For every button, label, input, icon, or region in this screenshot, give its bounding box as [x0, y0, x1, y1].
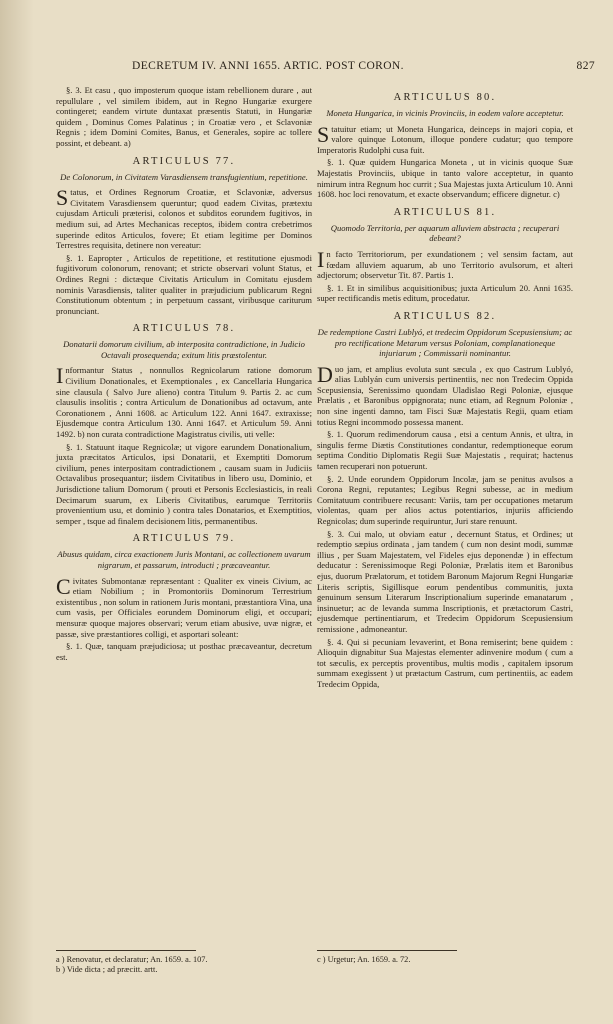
drop-cap: I	[56, 363, 64, 389]
article-78-title: ARTICULUS 78.	[132, 323, 236, 335]
left-column	[56, 85, 312, 664]
article-82-paragraph-2: §. 2. Unde eorundem Oppidorum Incolæ, jam se penitus avulsos a Corona Regni, reputantes; Legibus Regni subesse, ac in medium Comitatuum contribuere recusant: Variis, tam per occupationes metarum violentas, quam per alios actus potentiarios, injuriis afficiendo Regnicolas; dum superinde requiruntur, Juri stare renuunt.	[317, 473, 573, 526]
article-79-title: ARTICULUS 79.	[132, 533, 236, 545]
drop-cap: S	[317, 121, 330, 147]
article-77-title: ARTICULUS 77.	[132, 155, 236, 167]
drop-cap: D	[317, 361, 333, 387]
footnote-rule-right	[317, 950, 457, 951]
article-81-subtitle: Quomodo Territoria, per aquarum alluviem abstracta ; recuperari debeant?	[330, 222, 560, 244]
drop-cap: I	[317, 246, 325, 272]
footnote-rule-left	[56, 950, 196, 951]
article-81-body: In facto Territoriorum, per exundationem ; vel sensim factam, aut fœdam alluviem aquarum, ab uno Territorio avulsorum, et alteri adjectorum; observetur Tit. 87. Partis 1.	[317, 246, 573, 281]
article-82-paragraph-4: §. 4. Qui si pecuniam levaverint, et Bona remiserint; bene quidem : Alioquin dignabitur Sua Majestas elementer adinvenire modum ( cum a tot sæculis, ex perceptis proventibus, multis modis , capitalem ipsorum summam exegissent ) ut prætactum Castrum, cum pertinentiis, ac eadem Tredecim Oppida,	[317, 636, 573, 689]
article-82-title: ARTICULUS 82.	[393, 310, 497, 322]
footnote-c: c ) Urgetur; An. 1659. a. 72.	[317, 955, 411, 964]
article-77-subtitle: De Colonorum, in Civitatem Varasdiensem transfugientium, repetitione.	[60, 171, 308, 182]
article-79-body: Civitates Submontanæ repræsentant : Qualiter ex vineis Civium, ac etiam Nobilium ; in Promontoriis Dominorum Terrestrium existentibus , non solum in rationem Juris montani, præstantiora Vina, una cum vasis, per Officiales eorundem Dominorum eligi, et occupari; mensuræ quoque majores observari; verum etiam abusive, uvæ nigræ, et passæ, sive præstantiores colligi, et asportari soleant:	[56, 573, 312, 639]
article-79-subtitle: Abusus quidam, circa exactionem Juris Montani, ac collectionem uvarum nigrarum, et passarum, introducti ; præcaveantur.	[57, 549, 311, 570]
article-79-paragraph-1: §. 1. Quæ, tanquam præjudiciosa; ut posthac præcaveantur, decretum est.	[56, 641, 312, 662]
article-80-subtitle: Moneta Hungarica, in vicinis Provinciis, in eodem valore acceptetur.	[326, 108, 564, 118]
article-80-title: ARTICULUS 80.	[393, 92, 497, 103]
article-82-paragraph-1: §. 1. Quorum redimendorum causa , etsi a centum Annis, et ultra, in singulis ferme Diætis Constitutiones condantur, redemptioneque eorum septima Conditio Diplomatis Regii Suæ Majestatis , requirat; hactenus tamen recuperari non potuerunt.	[317, 429, 573, 472]
article-80-body: Statuitur etiam; ut Moneta Hungarica, deinceps in majori copia, et valore quinque Lotonum, illoque pondere cudatur; quo tempore Imperatoris Rudolphi cusa fuit.	[317, 121, 573, 155]
page-edge-shadow	[0, 0, 34, 1024]
drop-cap: C	[56, 573, 71, 599]
article-80-paragraph-1: §. 1. Quæ quidem Hungarica Moneta , ut in vicinis quoque Suæ Majestatis Provinciis, ubique in tanto valore acceptetur, in quanto nimirum intra Regnum hoc currit ; Sua Majestas juxta Articulum 10. Anni 1608. hoc loci renovatum, et exacte observandum; efficere dignetur. c)	[317, 157, 573, 200]
article-78-subtitle: Donatarii domorum civilium, ab interposita contradictione, in Judicio Octavali prosequenda; exitum litis præstolentur.	[63, 339, 305, 360]
article-81-title: ARTICULUS 81.	[393, 206, 497, 218]
article-82-body: Duo jam, et amplius evoluta sunt sæcula , ex quo Castrum Lublyó, alias Lublyán cum universis pertinentiis, nec non Tredecim Oppida Scepusiensia, Serenissimo quondam Uladislao Regi Poloniæ, ejusque Prælatis , et Baronibus oppignorata; nunc etiam, ad Regnum Poloniæ , non sine ingenti damno, tam Fisci Suæ Majestatis Regii, quam etiam totius Regni incommodo possessa manent.	[317, 361, 573, 427]
footnotes-right	[317, 955, 573, 965]
article-78-paragraph-1: §. 1. Statuunt itaque Regnicolæ; ut vigore earundem Donationalium, juxta præcitatos Articulos, ipsi Donatarii, et Exemptiti Domorum civilium, penes interpositam contradictionem , causam suam in Judiciis Octavalibus prosequantur; iisdem Civitatibus in libero usu, Dominio, et Jurisdictione talium Domorum ( prouti et Personis Ecclesiasticis, in reali Decimarum suarum, ex Liberis Civitatibus, earumque Territoriis provenientium usu, et dominio ) contra tales Donatarios, et Exemptitios, semper , tsque ad finalem decisionem litis, permanentibus.	[56, 441, 312, 526]
article-82-subtitle: De redemptione Castri Lublyó, et tredecim Oppidorum Scepusiensium; ac pro rectificatione Metarum versus Poloniam, complanationeque injuriarum ; Commissarii nominantur.	[317, 326, 573, 359]
article-77-paragraph-1: §. 1. Eapropter , Articulos de repetitione, et restitutione ejusmodi fugitivorum colonorum, renovant; et stricte observari volunt Status, et Ordines Regni : dictæque Civitatis Articulum in Comitatu ejusdem nominis Varasdiensis, taliter qualiter in præjudicium publicarum Regni Constitutionum obtentum ; in perpetuum cassant, viribusque cariturum pronunciant.	[56, 252, 312, 316]
article-81-paragraph-1: §. 1. Et in similibus acquisitionibus; juxta Articulum 20. Anni 1635. super rectificandis metis editum, procedatur.	[317, 282, 573, 304]
page-number: 827	[576, 60, 595, 72]
right-column	[317, 85, 573, 692]
article-82-paragraph-3: §. 3. Cui malo, ut obviam eatur , decernunt Status, et Ordines; ut redemptio sæpius ordinata , jam tandem ( cum non desint modi, summæ illius , per Suam Majestatem, vel Fideles ejus deponendæ ) in effectum deducatur : Serenissimoque Regi Poloniæ, Prælatis item et Baronibus ejus, duorum Prælatorum, et totidem Baronum Majorum Regni Hungariæ Literis scriptis, Sigillisque eorum pendentibus communitis, juxta genuinum sensum Literarum Inscriptionalium superinde emanatarum , insinuetur; ac de levanda summa Inscriptionis, et prætactorum Castri, ejusdemque pertinentiarum, et Tredecim Oppidorum Scepusiensium remissione , admoneantur.	[317, 528, 573, 634]
paragraph-3-article-76: §. 3. Et casu , quo imposterum quoque istam rebellionem durare , aut repullulare , vel similem ibidem, aut in Regno Hungariæ exurgere contingeret; eandem virtute duntaxat præsentis Statuti, in Hungariæ quidem , Dominus Comes Palatinus ; in Croatiæ vero , et Sclavoniæ Regnis ; idem Domini Comites, Banus, et Generales, sopire ac tollere possint, et debeant. a)	[56, 85, 312, 148]
drop-cap: S	[56, 185, 69, 211]
running-header	[40, 60, 595, 76]
footnote-b: b ) Vide dicta ; ad præcitt. artt.	[56, 965, 158, 975]
footnote-a: a ) Renovatur, et declaratur; An. 1659. a. 107.	[56, 955, 208, 964]
article-77-body: Status, et Ordines Regnorum Croatiæ, et Sclavoniæ, adversus Civitatem Varasdiensem queruntur; quod eadem Civitas, prætextu cujusdam Articuli præterisi, colonos et subditos eorundem fugitivos, in medium sui, ad Artes Mechanicas receptos, ibidem contra crebetrimos superinde editos Articulos, fovere; Et etiam legitime per Dominos Terrestres requisita, detinere non vereatur:	[56, 185, 312, 251]
article-78-body: Informantur Status , nonnullos Regnicolarum ratione domorum Civilium Donationales, et Exemptionales , ex Cancellaria Hungarica sine clausula ( Salvo Jure alieno) contra Titulum 9. Partis 2. ac cum clausulis insolitis ; contra Articulum de Donationibus ad octavum, ante Coronationem , Anni 1608. ac Articulum 122. Anni 1647. extraxisse; Ejusdemque contra Articulum 130. Anni 1647. et Articulum 59. Anni 1492. b) non curata contradictione Magistratus civilis, uti velle:	[56, 363, 312, 440]
running-title: DECRETUM IV. ANNI 1655. ARTIC. POST CORON.	[132, 60, 404, 72]
footnotes-left	[56, 955, 312, 975]
